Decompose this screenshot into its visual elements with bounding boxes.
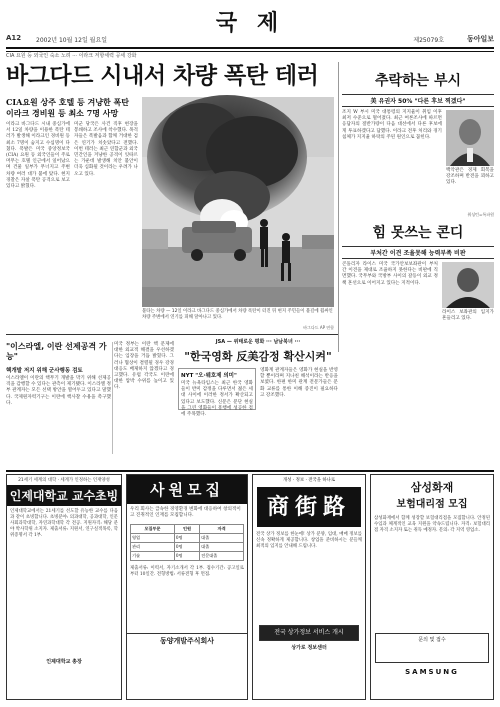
portrait-photo-2 xyxy=(442,262,494,308)
news-photo[interactable] xyxy=(142,97,334,307)
feature-1-title[interactable]: 추락하는 부시 xyxy=(374,73,462,89)
ad-university-recruitment[interactable] xyxy=(6,474,122,700)
story-1-subheadline: 핵개발 저지 위해 군사행동 검토 xyxy=(6,368,83,374)
table-cell: 관리 xyxy=(131,543,175,552)
ad-2-table-header xyxy=(131,525,244,534)
bush-portrait-image xyxy=(446,110,494,166)
feature-2-title[interactable]: 힘 못쓰는 콘디 xyxy=(372,225,464,241)
table-cell: 대졸 xyxy=(200,543,244,552)
ad-2-table-header-cell: 자격 xyxy=(200,525,244,534)
ad-4-body: 삼성화재에서 함께 성장할 보험대리점을 모집합니다. 안정된 수입과 체계적인 교육 지원을 약속드립니다. 자격: 보험대리점 자격 소지자 또는 취득 예정자. 문의: 각 지역 영업소. xyxy=(374,516,490,533)
story-2-body: 미국 정부는 이란 핵 문제에 대한 외교적 해결을 우선하겠다는 입장을 거듭 밝혔다. 그러나 협상이 결렬될 경우 강경 대응도 배제하지 않겠다고 경고했다. 유럽 각국도 이란에 대한 압박 수위를 높이고 있다. xyxy=(114,342,174,391)
ad-2-lead: 우리 회사는 급속한 경영환경 변화에 대응하여 창의적이고 진취적인 인재를 모집합니다. xyxy=(130,507,241,518)
section-rule xyxy=(6,334,338,335)
ad-insurance-agency[interactable] xyxy=(370,474,494,700)
top-strip: CIA 요원 등 외국인 숙소 노려 ··· 이라크 저항세력 공세 강화 xyxy=(6,53,137,59)
subheadline-2: 이라크 경비원 등 최소 7명 사망 xyxy=(6,108,119,118)
ad-3-footer: 상가로 정보센터 xyxy=(291,645,327,651)
ad-1-tagline: 21세기 세계의 대학 · 세계가 인정하는 인재양성 xyxy=(18,478,110,483)
ad-3-tagline: 개성 · 정보 · 전국을 하나로 xyxy=(282,478,336,483)
ad-4-brand: SAMSUNG xyxy=(405,668,459,676)
subheadline-1: CIA요원 상주 호텔 등 겨냥한 폭탄 xyxy=(6,97,129,107)
ad-2-table-header-cell: 인원 xyxy=(174,525,199,534)
story-3-headline[interactable]: "한국영화 反美감정 확산시켜" xyxy=(184,350,332,363)
ad-1-body: 인제대학교에서는 21세기를 선도할 유능한 교수를 다음과 같이 초빙합니다. 초빙분야: 의과대학, 공과대학, 인문사회과학대학, 자연과학대학 각 전공. 지원자격: 해당 분야 박사학위 소지자. 제출서류: 지원서, 연구실적목록, 학위증명서 각 1부. xyxy=(10,509,118,538)
table-row xyxy=(131,552,244,561)
portrait-photo xyxy=(446,110,494,166)
column-divider xyxy=(338,62,339,352)
photo-caption: 불타는 차량 — 12일 이라크 바그다드 중심가에서 차량 폭탄이 터진 뒤 현지 주민들이 불길에 휩싸인 차량 주변에서 연기를 피해 달아나고 있다. xyxy=(142,309,333,320)
ad-2-table-body xyxy=(131,534,244,561)
column-divider-2 xyxy=(112,342,113,454)
ad-job-recruitment[interactable] xyxy=(126,474,248,700)
header-meta xyxy=(6,34,494,45)
rice-portrait-image xyxy=(442,262,494,308)
ad-1-footer: 인제대학교 총장 xyxy=(46,659,82,665)
ad-commercial-info[interactable] xyxy=(252,474,366,700)
story-3-kicker: JSA — 위태로운 평화 ··· 남남북녀 ··· xyxy=(215,339,301,345)
header-rule xyxy=(6,47,494,49)
car-bomb-photo xyxy=(142,97,334,307)
page-number: A12 xyxy=(6,34,22,42)
table-cell: 전문대졸 xyxy=(200,552,244,561)
section-title: 국 제 xyxy=(215,10,285,36)
table-cell: 0명 xyxy=(174,534,199,543)
story-3-sidebar-box xyxy=(178,368,256,418)
feature-2-subtitle: 부처간 이견 조율못해 능력부족 비판 xyxy=(342,246,494,259)
table-row xyxy=(131,543,244,552)
ad-4-title: 삼성화재 xyxy=(410,481,454,494)
feature-1-subtitle: 美 유권자 50% "다른 후보 찍겠다" xyxy=(342,94,494,107)
photo-credit: 바그다드 AP 연합 xyxy=(303,325,334,330)
story-3-body-continued: 영화계 관계자들은 영화가 현실을 반영할 뿐이라며 지나친 해석이라는 반응을 보였다. 한편 한미 관계 전문가들은 문화 교류를 통한 이해 증진이 필요하다고 강조했다. xyxy=(260,368,338,398)
ad-3-logo: 商街路 xyxy=(257,487,361,527)
ad-2-body: 제출서류: 이력서, 자기소개서 각 1부. 접수기간: 공고일로부터 10일간. 전형방법: 서류전형 후 면접. xyxy=(130,566,244,577)
table-cell: 0명 xyxy=(174,543,199,552)
issue-number: 제25079호 xyxy=(413,37,444,44)
newspaper-name: 동아일보 xyxy=(466,35,494,43)
feature-1-body: 조지 W 부시 미국 대통령의 지지율이 취임 이후 최저 수준으로 떨어졌다. 최근 여론조사에 따르면 응답자의 절반가량이 다음 대선에서 다른 후보에게 투표하겠다고 답했다. 이라크 전후 처리와 경기 침체가 지지율 하락의 주된 원인으로 꼽힌다. xyxy=(342,110,442,140)
publication-date: 2002년 10월 12일 월요일 xyxy=(36,37,108,44)
main-headline[interactable]: 바그다드 시내서 차량 폭탄 테러 xyxy=(6,63,319,89)
table-cell: 기술 xyxy=(131,552,175,561)
story-3-body: 미국 뉴욕타임스는 최근 한국 영화들이 반미 감정을 다루면서 젊은 세대 사이에 이러한 정서가 확산되고 있다고 보도했다. 신문은 분단 현실을 그린 영화들이 흥행에 성공한 점에 주목했다. xyxy=(181,381,253,418)
ad-2-table xyxy=(130,524,244,561)
ad-2-table-header-cell: 모집부문 xyxy=(131,525,175,534)
lead-story-column-2: 미군 당국은 사건 직후 현장을 봉쇄하고 조사에 착수했다. 목격자들은 폭발음과 함께 거대한 검은 연기가 치솟았다고 전했다. 이번 테러는 최근 연합군과 외국 민간인을 겨냥한 공격이 잇따르는 가운데 발생해 치안 불안이 더욱 심화될 것이라는 우려가 나오고 있다. xyxy=(74,122,138,177)
feature-2-body: 콘돌리자 라이스 미국 국가안보보좌관이 부처 간 이견을 제대로 조율하지 못한다는 비판에 직면했다. 국무부와 국방부 사이의 갈등이 외교 정책 혼선으로 이어지고 있다는 지적이다. xyxy=(342,262,438,286)
ad-section-rule xyxy=(6,470,494,472)
table-cell: 대졸 xyxy=(200,534,244,543)
ad-2-title: 사원모집 xyxy=(127,475,247,504)
story-1-body: 이스라엘이 이란의 핵무기 개발을 막기 위해 선제공격을 감행할 수 있다는 관측이 제기됐다. 이스라엘 정부 관계자는 모든 선택 방안을 열어두고 있다고 말했다. 국제원자력기구는 이란에 핵사찰 수용을 촉구했다. xyxy=(6,376,111,406)
table-cell: 0명 xyxy=(174,552,199,561)
feature-1-body-continued: 백악관은 경제 회복을 강조하며 반전을 꾀하고 있다. xyxy=(446,168,494,186)
feature-2-body-continued: 라이스 보좌관의 입지가 흔들리고 있다. xyxy=(442,310,494,322)
story-1-headline[interactable]: "이스라엘, 이란 선제공격 가능" xyxy=(6,342,107,361)
ad-3-body: 전국 상가 정보를 한눈에! 상가 분양, 임대, 매매 정보를 신속 정확하게 제공합니다. 창업을 준비하시는 분들께 최적의 입지를 안내해 드립니다. xyxy=(256,532,362,549)
ad-4-contact-box: 문의 및 접수 xyxy=(375,633,489,663)
table-cell: 영업 xyxy=(131,534,175,543)
ad-1-title: 인제대학교 교수초빙 xyxy=(7,485,121,506)
feature-1-byline: 워싱턴=특파원 xyxy=(467,212,494,217)
ad-4-title-2: 보험대리점 모집 xyxy=(396,499,468,510)
lead-story-column-1: 이라크 바그다드 시내 중심가에서 12일 차량을 이용한 폭탄 테러가 발생해 이라크인 경비원 등 최소 7명이 숨지고 수십명이 다쳤다. 폭발은 미국 중앙정보국(CIA) 요원 등 외국인들이 주로 머무는 호텔 인근에서 일어났으며 건물 일부가 무너지고 주변 차량 여러 대가 불에 탔다. 현지 경찰은 자살 폭탄 공격으로 보고 있다고 밝혔다. xyxy=(6,122,70,190)
ad-3-highlight-box: 전국 상가정보 서비스 개시 xyxy=(259,625,359,641)
ad-2-company: 동양개발주식회사 xyxy=(127,633,247,648)
table-row xyxy=(131,534,244,543)
sidebar-box-title: NYT "오·웨호제 의미" xyxy=(181,373,237,379)
